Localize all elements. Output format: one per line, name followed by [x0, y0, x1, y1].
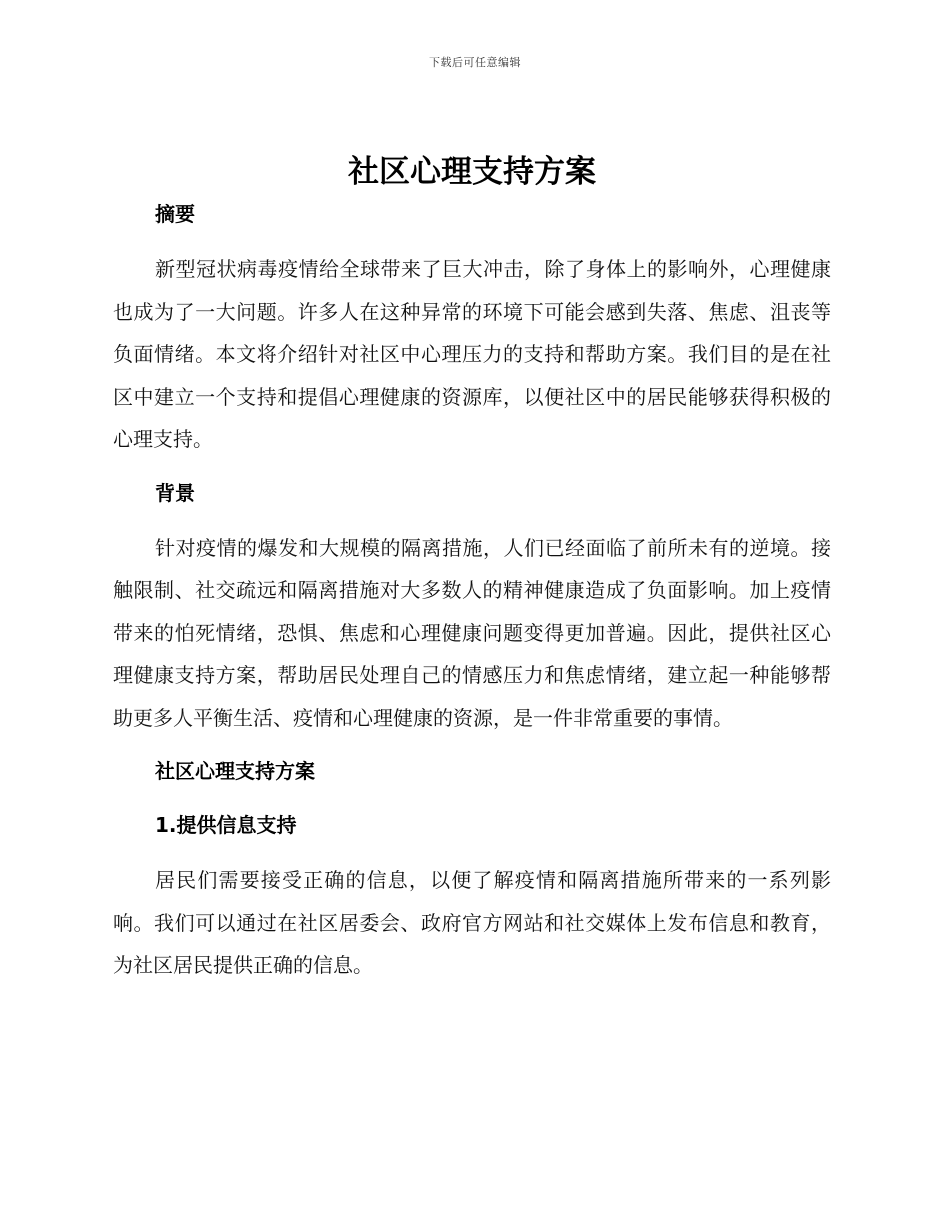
section-heading-abstract: 摘要	[155, 202, 195, 226]
section-heading-plan: 社区心理支持方案	[155, 759, 315, 783]
document-body	[113, 148, 831, 987]
section-paragraph-abstract: 新型冠状病毒疫情给全球带来了巨大冲击，除了身体上的影响外，心理健康也成为了一大问题。许多人在这种异常的环境下可能会感到失落、焦虑、沮丧等负面情绪。本文将介绍针对社区中心理压力的支持和帮助方案。我们目的是在社区中建立一个支持和提倡心理健康的资源库，以便社区中的居民能够获得积极的心理支持。	[113, 257, 831, 451]
section-heading-info-support: 1.提供信息支持	[155, 813, 297, 837]
page-header-note: 下载后可任意编辑	[429, 56, 521, 69]
section-paragraph-background: 针对疫情的爆发和大规模的隔离措施，人们已经面临了前所未有的逆境。接触限制、社交疏远和隔离措施对大多数人的精神健康造成了负面影响。加上疫情带来的怕死情绪，恐惧、焦虑和心理健康问题变得更加普遍。因此，提供社区心理健康支持方案，帮助居民处理自己的情感压力和焦虑情绪，建立起一种能够帮助更多人平衡生活、疫情和心理健康的资源，是一件非常重要的事情。	[113, 535, 831, 730]
section-heading-background: 背景	[155, 480, 195, 505]
section-paragraph-info-support: 居民们需要接受正确的信息，以便了解疫情和隔离措施所带来的一系列影响。我们可以通过在社区居委会、政府官方网站和社交媒体上发布信息和教育，为社区居民提供正确的信息。	[113, 868, 831, 977]
document-title: 社区心理支持方案	[348, 154, 596, 190]
